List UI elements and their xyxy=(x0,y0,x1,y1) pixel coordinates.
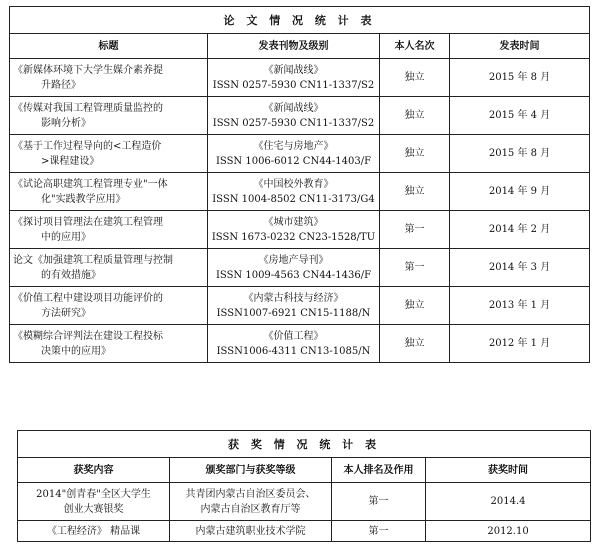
paper-date-cell: 2015 年 8 月 xyxy=(450,59,590,97)
award-statistics-table xyxy=(17,430,591,542)
paper-title-cell: 《探讨项目管理法在建筑工程管理 中的应用》 xyxy=(10,211,208,249)
paper-title-cell: 《价值工程中建设项目功能评价的 方法研究》 xyxy=(10,287,208,325)
paper-rank-cell: 独立 xyxy=(380,287,450,325)
paper-journal-cell: 《新闻战线》 ISSN 0257-5930 CN11-1337/S2 xyxy=(208,59,380,97)
table-row xyxy=(10,211,590,249)
paper-rank-cell: 独立 xyxy=(380,59,450,97)
award-content-cell: 2014"创青春"全区大学生 创业大赛银奖 xyxy=(18,483,170,521)
paper-journal-cell: 《价值工程》 ISSN1006-4311 CN13-1085/N xyxy=(208,325,380,363)
paper-table-title: 论 文 情 况 统 计 表 xyxy=(10,7,590,34)
paper-statistics-table xyxy=(9,6,590,363)
paper-journal-cell: 《房地产导刊》 ISSN 1009-4563 CN44-1436/F xyxy=(208,249,380,287)
award-content-cell: 《工程经济》 精品课 xyxy=(18,521,170,542)
award-col-dept: 颁奖部门与获奖等级 xyxy=(170,458,332,483)
paper-title-cell: 《传媒对我国工程管理质量监控的 影响分析》 xyxy=(10,97,208,135)
paper-col-title: 标题 xyxy=(10,34,208,59)
paper-date-cell: 2015 年 4 月 xyxy=(450,97,590,135)
table-row xyxy=(18,483,591,521)
paper-rank-cell: 第一 xyxy=(380,211,450,249)
award-dept-cell: 内蒙古建筑职业技术学院 xyxy=(170,521,332,542)
award-rank-cell: 第一 xyxy=(332,521,426,542)
paper-date-cell: 2014 年 2 月 xyxy=(450,211,590,249)
paper-date-cell: 2013 年 1 月 xyxy=(450,287,590,325)
paper-col-date: 发表时间 xyxy=(450,34,590,59)
paper-date-cell: 2012 年 1 月 xyxy=(450,325,590,363)
paper-journal-cell: 《城市建筑》 ISSN 1673-0232 CN23-1528/TU xyxy=(208,211,380,249)
paper-title-cell: 《基于工作过程导向的<工程造价 >课程建设》 xyxy=(10,135,208,173)
table-row xyxy=(10,325,590,363)
award-dept-cell: 共青团内蒙古自治区委员会、 内蒙古自治区教育厅等 xyxy=(170,483,332,521)
award-rank-cell: 第一 xyxy=(332,483,426,521)
table-row xyxy=(10,287,590,325)
award-col-content: 获奖内容 xyxy=(18,458,170,483)
paper-journal-cell: 《内蒙古科技与经济》 ISSN1007-6921 CN15-1188/N xyxy=(208,287,380,325)
award-table-title: 获 奖 情 况 统 计 表 xyxy=(18,431,591,458)
paper-rank-cell: 独立 xyxy=(380,97,450,135)
award-col-rank: 本人排名及作用 xyxy=(332,458,426,483)
paper-rank-cell: 独立 xyxy=(380,135,450,173)
paper-journal-cell: 《新闻战线》 ISSN 0257-5930 CN11-1337/S2 xyxy=(208,97,380,135)
table-row xyxy=(10,173,590,211)
paper-journal-cell: 《住宅与房地产》 ISSN 1006-6012 CN44-1403/F xyxy=(208,135,380,173)
table-row xyxy=(10,135,590,173)
paper-col-journal: 发表刊物及级别 xyxy=(208,34,380,59)
paper-title-cell: 《模糊综合评判法在建设工程投标 决策中的应用》 xyxy=(10,325,208,363)
award-date-cell: 2012.10 xyxy=(426,521,591,542)
paper-date-cell: 2014 年 9 月 xyxy=(450,173,590,211)
paper-title-cell: 《新媒体环境下大学生媒介素养提 升路径》 xyxy=(10,59,208,97)
paper-date-cell: 2014 年 3 月 xyxy=(450,249,590,287)
award-date-cell: 2014.4 xyxy=(426,483,591,521)
paper-rank-cell: 独立 xyxy=(380,173,450,211)
paper-journal-cell: 《中国校外教育》 ISSN 1004-8502 CN11-3173/G4 xyxy=(208,173,380,211)
paper-title-cell: 《试论高职建筑工程管理专业"一体 化"实践教学应用》 xyxy=(10,173,208,211)
award-col-date: 获奖时间 xyxy=(426,458,591,483)
paper-rank-cell: 第一 xyxy=(380,249,450,287)
paper-rank-cell: 独立 xyxy=(380,325,450,363)
table-row xyxy=(18,521,591,542)
table-row xyxy=(10,97,590,135)
table-row xyxy=(10,249,590,287)
paper-date-cell: 2015 年 8 月 xyxy=(450,135,590,173)
paper-title-cell: 论文《加强建筑工程质量管理与控制 的有效措施》 xyxy=(10,249,208,287)
paper-col-rank: 本人名次 xyxy=(380,34,450,59)
table-row xyxy=(10,59,590,97)
